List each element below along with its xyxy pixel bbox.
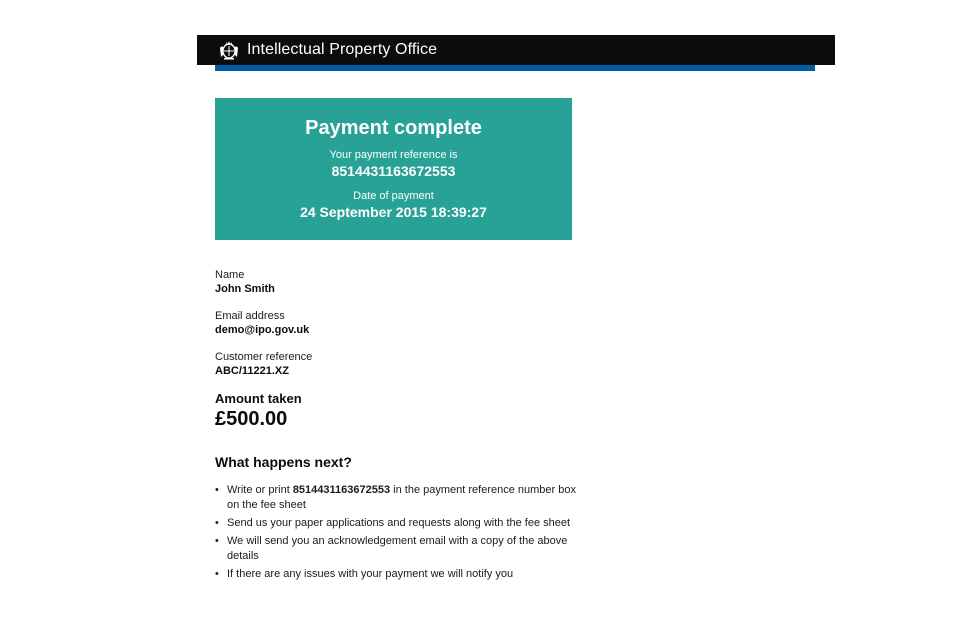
amount-value: £500.00: [215, 408, 288, 430]
name-value: John Smith: [215, 283, 275, 295]
list-item: • If there are any issues with your payment we will notify you: [215, 567, 587, 582]
date-label: Date of payment: [353, 190, 434, 202]
list-item: • We will send you an acknowledgement email with a copy of the above details: [215, 534, 587, 564]
reference-value: 8514431163672553: [331, 163, 456, 179]
royal-crest-icon[interactable]: [217, 39, 241, 61]
name-label: Name: [215, 269, 245, 281]
payment-complete-panel: [215, 98, 572, 240]
item1-prefix: Write or print: [227, 484, 293, 496]
customer-ref-value: ABC/11221.XZ: [215, 365, 289, 377]
site-header: [197, 35, 835, 65]
next-steps-list: [215, 483, 587, 582]
amount-label: Amount taken: [215, 391, 302, 406]
customer-ref-label: Customer reference: [215, 351, 313, 363]
list-item: • Send us your paper applications and requests along with the fee sheet: [215, 516, 587, 531]
date-value: 24 September 2015 18:39:27: [300, 204, 487, 220]
site-title[interactable]: Intellectual Property Office: [247, 41, 438, 58]
list-item: [215, 483, 587, 513]
item1-suffix: in the payment reference number box on the fee sheet: [227, 484, 576, 511]
item1-reference: 8514431163672553: [292, 484, 391, 496]
payment-details: [215, 268, 595, 585]
header-accent-bar: [215, 65, 815, 71]
reference-label: Your payment reference is: [329, 149, 458, 161]
email-value: demo@ipo.gov.uk: [215, 324, 310, 336]
next-steps-heading: What happens next?: [215, 454, 352, 470]
email-label: Email address: [215, 310, 285, 322]
panel-title: Payment complete: [305, 117, 482, 139]
